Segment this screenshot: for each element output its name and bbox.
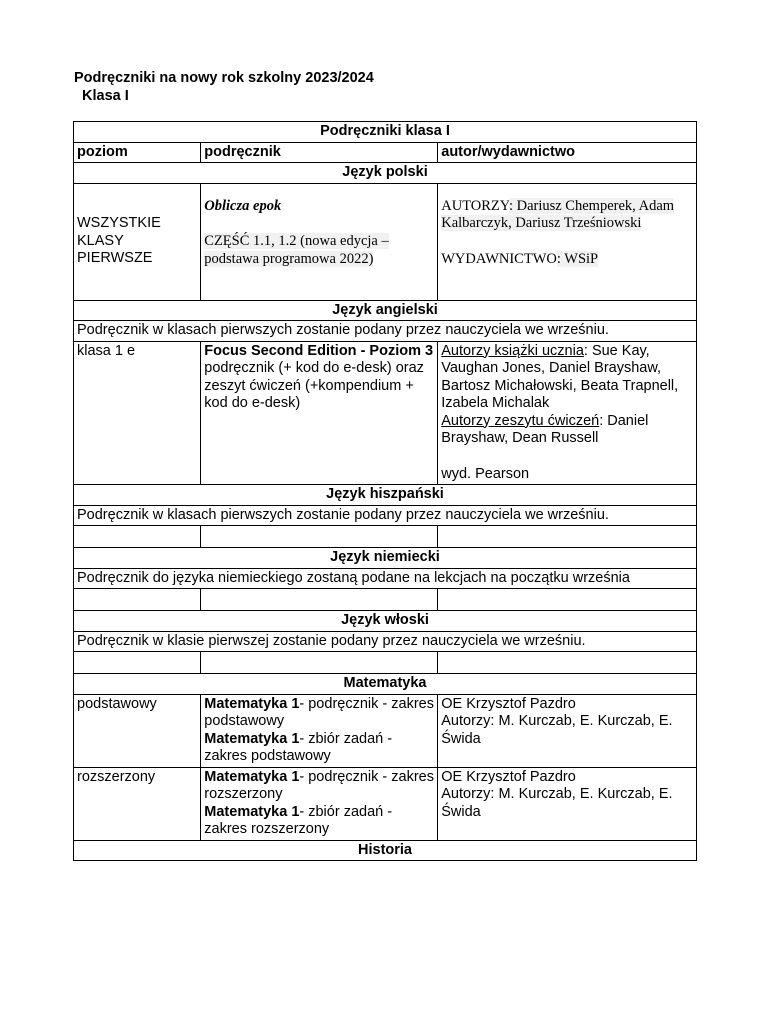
- table-row: [74, 341, 697, 485]
- level-cell: [74, 694, 201, 767]
- table-row: [74, 694, 697, 767]
- header-textbook: podręcznik: [201, 142, 438, 163]
- book1-desc: - podręcznik - zakres podstawowy: [204, 695, 434, 729]
- textbook-cell: [201, 341, 438, 485]
- section-row-angielski: [74, 300, 697, 321]
- publisher-name: : WSiP: [556, 250, 599, 267]
- book2-title: Matematyka 1: [204, 803, 300, 820]
- publisher-name: OE Krzysztof Pazdro: [441, 695, 576, 712]
- header-level: poziom: [74, 142, 201, 163]
- level-cell: [74, 767, 201, 840]
- book2-desc: - zbiór zadań - zakres rozszerzony: [204, 803, 393, 837]
- publisher-name: OE Krzysztof Pazdro: [441, 768, 576, 785]
- note-row-hiszpanski: [74, 505, 697, 526]
- section-title-wloski: Język włoski: [74, 611, 697, 632]
- book-part-2: podstawa programowa 2022): [204, 250, 374, 267]
- authors-workbook: : Daniel Brayshaw, Dean Russell: [441, 412, 649, 446]
- book-description: podręcznik (+ kod do e-desk) oraz zeszyt ćwiczeń (+kompendium + kod do e-desk): [204, 360, 424, 411]
- level-text: rozszerzony: [77, 768, 156, 785]
- book2-title: Matematyka 1: [204, 730, 300, 747]
- empty-row: [74, 589, 697, 611]
- section-title-polski: Język polski: [74, 163, 697, 184]
- note-wloski: Podręcznik w klasie pierwszej zostanie podany przez nauczyciela we wrześniu.: [74, 631, 697, 652]
- section-row-matematyka: [74, 674, 697, 695]
- authors-workbook-label: Autorzy zeszytu ćwiczeń: [441, 412, 600, 429]
- book-part: CZĘŚĆ 1.1, 1.2 (nowa edycja –: [204, 233, 389, 249]
- table-row: [74, 767, 697, 840]
- textbooks-table: [73, 121, 697, 861]
- section-title-historia: Historia: [74, 840, 697, 861]
- authors-names: Autorzy: M. Kurczab, E. Kurczab, E. Świda: [441, 713, 673, 747]
- empty-cell: [438, 652, 697, 674]
- empty-cell: [201, 652, 438, 674]
- book1-title: Matematyka 1: [204, 768, 300, 785]
- note-niemiecki: Podręcznik do języka niemieckiego zostaną podane na lekcjach na początku września: [74, 568, 697, 589]
- textbook-cell: [201, 694, 438, 767]
- note-hiszpanski: Podręcznik w klasach pierwszych zostanie podany przez nauczyciela we wrześniu.: [74, 505, 697, 526]
- section-row-wloski: [74, 611, 697, 632]
- document-title: Podręczniki na nowy rok szkolny 2023/2024: [74, 70, 374, 86]
- book2-desc: - zbiór zadań - zakres podstawowy: [204, 730, 393, 764]
- section-row-niemiecki: [74, 548, 697, 569]
- level-text: podstawowy: [77, 695, 157, 712]
- level-cell: [74, 183, 201, 300]
- level-text: klasa 1 e: [77, 342, 136, 359]
- table-caption: Podręczniki klasa I: [74, 122, 697, 143]
- book1-desc: - podręcznik - zakres rozszerzony: [204, 768, 434, 802]
- author-cell: [438, 767, 697, 840]
- authors-label: AUTORZY: [441, 197, 509, 214]
- author-cell: [438, 183, 697, 300]
- empty-row: [74, 526, 697, 548]
- table-caption-row: [74, 122, 697, 143]
- level-cell: [74, 341, 201, 485]
- empty-cell: [74, 589, 201, 611]
- authors-student: : Sue Kay, Vaughan Jones, Daniel Brayshaw, Bartosz Michałowski, Beata Trapnell, Izabela Michalak: [441, 342, 679, 411]
- author-cell: [438, 694, 697, 767]
- section-row-hiszpanski: [74, 485, 697, 506]
- document-subtitle: Klasa I: [82, 88, 129, 104]
- author-cell: [438, 341, 697, 485]
- textbook-cell: [201, 183, 438, 300]
- table-row: [74, 183, 697, 300]
- empty-cell: [74, 652, 201, 674]
- section-title-matematyka: Matematyka: [74, 674, 697, 695]
- note-row-angielski: [74, 321, 697, 342]
- book-title: Oblicza epok: [204, 197, 282, 214]
- note-angielski: Podręcznik w klasach pierwszych zostanie podany przez nauczyciela we wrześniu.: [74, 321, 697, 342]
- header-author-publisher: autor/wydawnictwo: [438, 142, 697, 163]
- textbook-cell: [201, 767, 438, 840]
- book1-title: Matematyka 1: [204, 695, 300, 712]
- note-row-niemiecki: [74, 568, 697, 589]
- section-title-angielski: Język angielski: [74, 300, 697, 321]
- note-row-wloski: [74, 631, 697, 652]
- authors-names: : Dariusz Chemperek, Adam Kalbarczyk, Dariusz Trześniowski: [441, 197, 675, 231]
- authors-student-label: Autorzy książki ucznia: [441, 342, 584, 359]
- authors-names: Autorzy: M. Kurczab, E. Kurczab, E. Świda: [441, 786, 673, 820]
- table-header-row: [74, 142, 697, 163]
- book-title: Focus Second Edition - Poziom 3: [204, 342, 434, 359]
- empty-row: [74, 652, 697, 674]
- section-title-niemiecki: Język niemiecki: [74, 548, 697, 569]
- publisher-name: wyd. Pearson: [441, 465, 530, 482]
- section-title-hiszpanski: Język hiszpański: [74, 485, 697, 506]
- empty-cell: [438, 526, 697, 548]
- publisher-label: WYDAWNICTWO: [441, 250, 557, 267]
- empty-cell: [438, 589, 697, 611]
- empty-cell: [74, 526, 201, 548]
- section-row-polski: [74, 163, 697, 184]
- empty-cell: [201, 589, 438, 611]
- level-text: WSZYSTKIE KLASY PIERWSZE: [77, 215, 161, 267]
- empty-cell: [201, 526, 438, 548]
- section-row-historia: [74, 840, 697, 861]
